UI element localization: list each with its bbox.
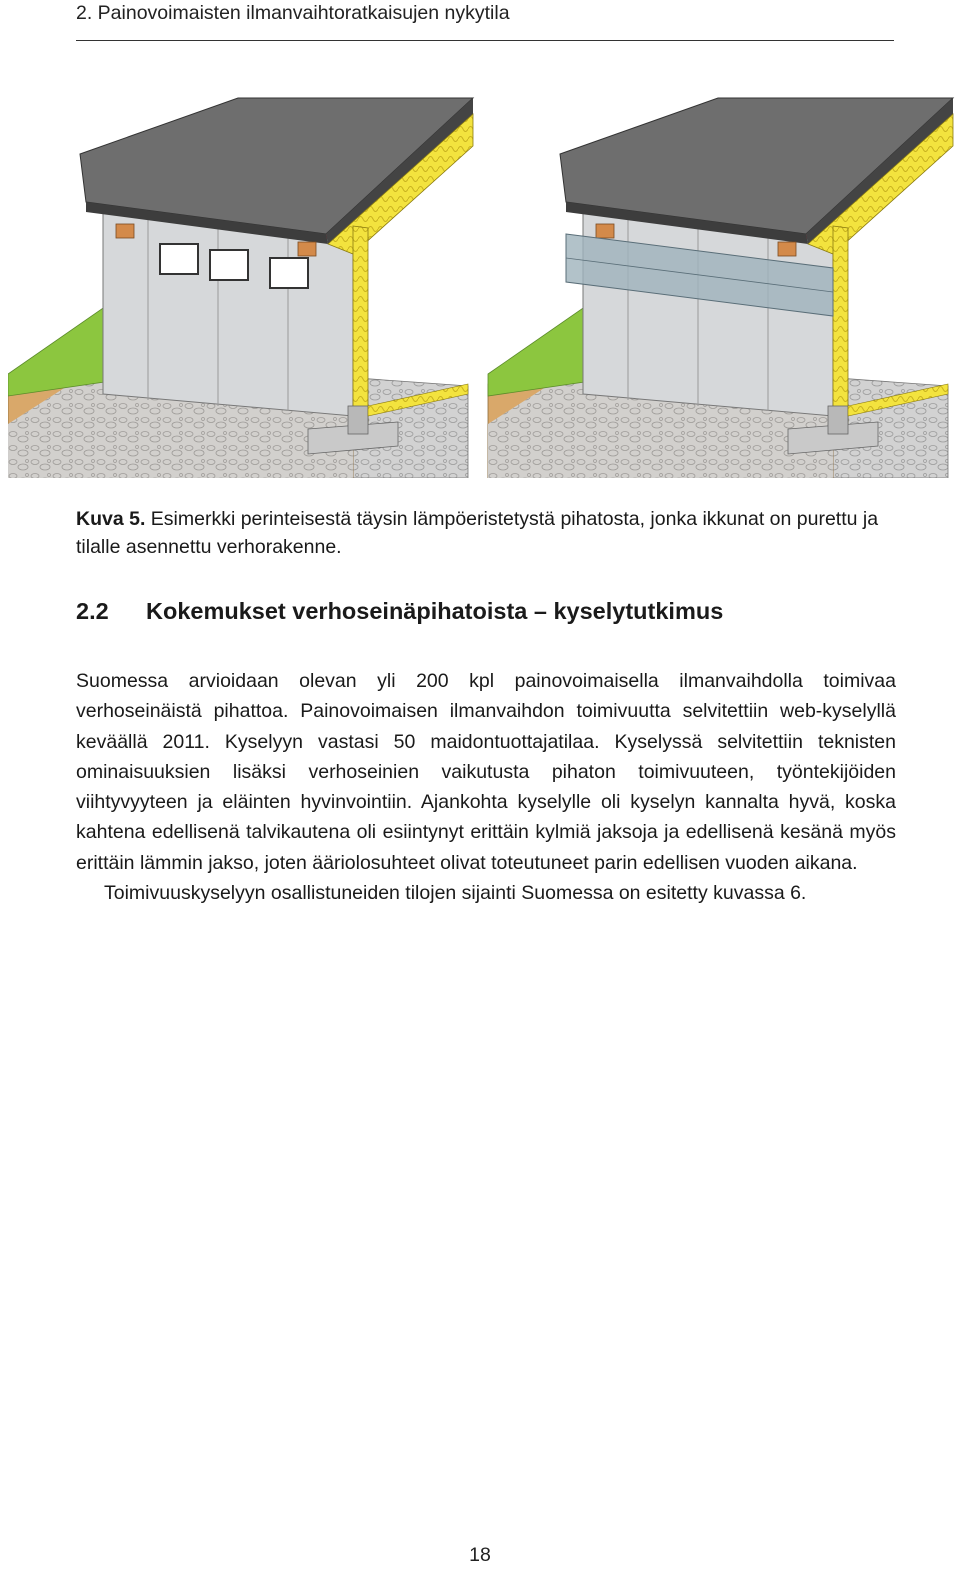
section-heading <box>76 598 896 625</box>
caption-label: Kuva 5. <box>76 508 146 530</box>
paragraph: Toimivuuskyselyyn osallistuneiden tilojen sijainti Suomessa on esitetty kuvassa 6. <box>104 882 807 905</box>
caption-text: Esimerkki perinteisestä täysin lämpöeristetystä pihatosta, jonka ikkunat on purettu ja tilalle asennettu verhorakenne. <box>76 508 879 558</box>
figure-caption <box>76 505 896 561</box>
body-text <box>76 666 896 908</box>
header-rule <box>76 40 894 41</box>
barn-right <box>488 98 953 478</box>
page-number: 18 <box>469 1544 491 1566</box>
paragraph: Suomessa arvioidaan olevan yli 200 kpl painovoimaisella ilmanvaihdolla toimivaa verhoseinäistä pihattoa. Painovoimaisen ilmanvaihdon toimivuutta selvitettiin web-kyselyllä keväällä 2011. Kyselyyn vastasi 50 maidontuottajatilaa. Kyselyssä selvitettiin teknisten ominaisuuksien lisäksi verhoseinien vaikutusta pihaton toimivuuteen, työntekijöiden viihtyvyyteen ja eläinten hyvinvointiin. Ajankohta kyselylle oli kyselyn kannalta hyvä, koska kahtena edellisenä talvikautena oli esiintynyt erittäin kylmiä jaksoja ja edellisenä kesänä myös erittäin lämmin jakso, joten ääriolosuhteet olivat toteutuneet parin edellisen vuoden aikana. <box>76 670 896 874</box>
window <box>270 258 308 288</box>
section-title: Kokemukset verhoseinäpihatoista – kyselytutkimus <box>146 598 724 624</box>
window <box>160 244 198 274</box>
running-header: 2. Painovoimaisten ilmanvaihtoratkaisujen nykytila <box>76 2 510 24</box>
figure-barn-illustrations <box>8 94 960 478</box>
section-number: 2.2 <box>76 598 109 624</box>
window <box>210 250 248 280</box>
barn-left <box>8 98 473 478</box>
